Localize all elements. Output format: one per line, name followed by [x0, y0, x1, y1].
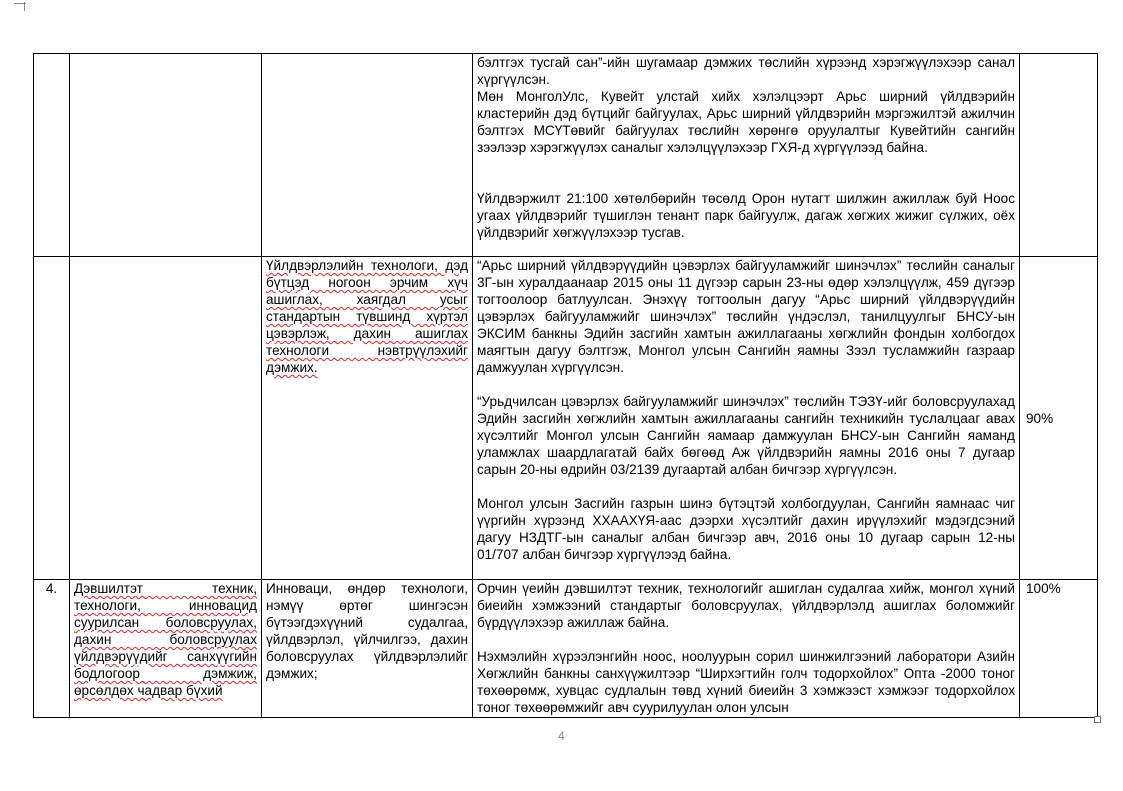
page-number: 4 — [558, 729, 565, 743]
progress-cell — [473, 580, 1020, 718]
table-row — [34, 580, 1098, 718]
goal-cell — [70, 580, 262, 718]
row-number-cell: 4. — [34, 580, 70, 718]
row-number-cell — [34, 257, 70, 580]
measure-cell — [262, 54, 473, 257]
report-table — [33, 53, 1098, 718]
progress-paragraph: бэлтгэх тусгай сан”-ийн шугамаар дэмжих төслийн хүрээнд хэрэгжүүлэхээр санал хүргүүлсэн. — [477, 55, 1015, 87]
measure-cell — [262, 257, 473, 580]
crop-mark-horizontal — [14, 3, 26, 4]
measure-cell: Инноваци, өндөр технологи, нэмүү өртөг шингэсэн бүтээгдэхүүний судалгаа, үйлдвэрлэл, үйлчилгээ, дахин боловсруулах үйлдвэрлэлийг дэмжих; — [262, 580, 473, 718]
progress-paragraph: Монгол улсын Засгийн газрын шинэ бүтэцтэй холбогдуулан, Сангийн яамнаас чиг үүргийн хүрээнд ХХААХҮЯ-аас дээрхи хүсэлтийг дахин ирүүлэхийг мэдэгдсэний дагуу НЗДТГ-ын саналыг албан бичгээр авч, 2016 оны 10 дугаар сарын 12-ны 01/707 албан бичгээр хүргүүлээд байна. — [477, 496, 1015, 562]
percent-cell: 90% — [1020, 257, 1098, 580]
progress-paragraph: Мөн МонголУлс, Кувейт улстай хийх хэлэлцээрт Арьс ширний үйлдвэрийн кластерийн дэд бүтцийг байгуулах, Арьс ширний үйлдвэрийн мэргэжилтэй ажилчин бэлтгэх МСҮТөвийг байгуулах төслийн хөрөнгө оруулалтыг Кувейтийн сангийн зээлээр хэрэгжүүлэх саналыг хэлэлцүүлэхээр ГХЯ-д хүргүүлээд байна. — [477, 89, 1015, 155]
row-number-cell — [34, 54, 70, 257]
goal-cell — [70, 257, 262, 580]
progress-paragraph: “Арьс ширний үйлдвэрүүдийн цэвэрлэх байгууламжийг шинэчлэх” төслийн саналыг 3Г-ын хуралдаанаар 2015 оны 11 дүгээр сарын 23-ны өдөр хэлэлцүүлж, 459 дүгээр тогтоолоор батлуулсан. Энэхүү тогтоолын дагуу “Арьс ширний үйлдвэрүүдийн цэвэрлэх байгууламжийг шинэчлэх” төслийн үндэслэл, танилцуулгыг БНСУ-ын ЭКСИМ банкны Эдийн засгийн хамтын ажиллагааны хөгжлийн фондын холбогдох маягтын дагуу бэлтгэж, Монгол улсын Сангийн яамны Зээл тусламжийн газраар дамжуулан хүргүүлсэн. — [477, 258, 1015, 375]
progress-paragraph: Нэхмэлийн хүрээлэнгийн ноос, ноолуурын сорил шинжилгээний лаборатори Азийн Хөгжлийн банкны санхүүжилтээр “Ширхэгтийн голч тодорхойлох” Опта -2000 тоног төхөөрөмж, хувцас судлалын төвд хүний биеийн 3 хэмжээст хэмжээг тодорхойлох тоног төхөөрөмжийг авч суурилуулан олон улсын — [477, 649, 1015, 715]
measure-text: Үйлдвэрлэлийн технологи, дэд бүтцэд ногоон эрчим хүч ашиглах, хаягдал усыг стандартын түвшинд хүртэл цэвэрлэж, дахин ашиглах технологи нэвтрүүлэхийг дэмжих. — [266, 258, 468, 375]
table-row — [34, 257, 1098, 580]
progress-cell — [473, 54, 1020, 257]
progress-paragraph: Орчин үеийн дэвшилтэт техник, технологийг ашиглан судалгаа хийж, монгол хүний биеийн хэмжээний стандартыг боловсруулах, үйлдвэрлэлд ашиглах боломжийг бүрдүүлэхээр ажиллаж байна. — [477, 581, 1015, 630]
progress-cell — [473, 257, 1020, 580]
percent-cell — [1020, 54, 1098, 257]
progress-paragraph: “Урьдчилсан цэвэрлэх байгууламжийг шинэчлэх” төслийн ТЭЗҮ-ийг боловсруулахад Эдийн засгийн хөгжлийн хамтын ажиллагааны сангийн техникийн туслалцааг авах хүсэлтийг Монгол улсын Сангийн яамаар дамжуулан БНСУ-ын Сангийн яаманд уламжлах шаардлагатай байх бөгөөд Аж үйлдвэрийн яамны 2016 оны 7 дугаар сарын 20-ны өдрийн 03/2139 дугаартай албан бичгээр хүргүүлсэн. — [477, 394, 1015, 477]
goal-cell — [70, 54, 262, 257]
progress-paragraph: Үйлдвэржилт 21:100 хөтөлбөрийн төсөлд Орон нутагт шилжин ажиллаж буй Ноос угаах үйлдвэрийг түшиглэн тенант парк байгуулж, дагаж хөгжих жижиг сүлжих, оёх үйлдвэрийг хөгжүүлэхээр тусгав. — [477, 191, 1015, 240]
table-resize-handle[interactable] — [1094, 716, 1101, 723]
percent-cell: 100% — [1020, 580, 1098, 718]
table-row — [34, 54, 1098, 257]
goal-text: Дэвшилтэт техник, технологи, инновацид суурилсан боловсруулах, дахин боловсруулах үйлдвэрүүдийг санхүүгийн бодлогоор дэмжиж, өрсөлдөх чадвар бүхий — [74, 581, 257, 698]
